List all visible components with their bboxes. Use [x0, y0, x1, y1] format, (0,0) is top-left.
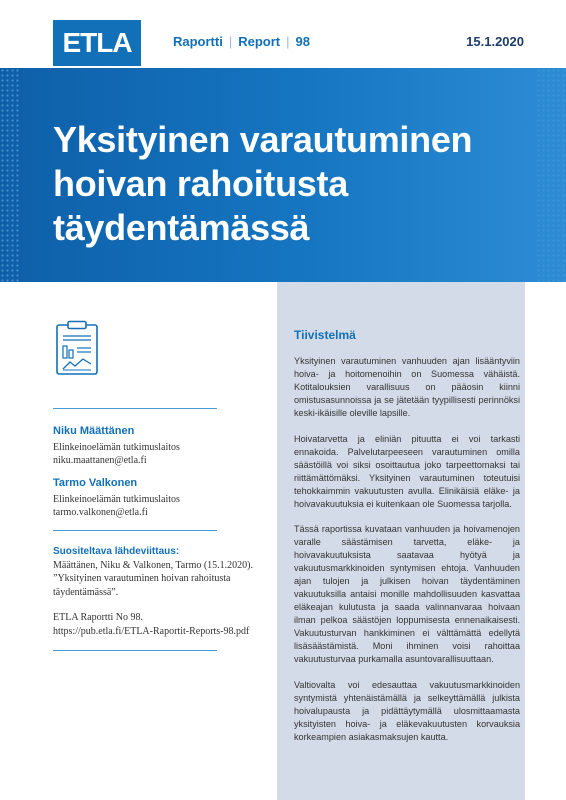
- author-org: Elinkeinoelämän tutkimuslaitos: [53, 441, 180, 453]
- series-separator: |: [228, 34, 233, 49]
- author-block: [53, 425, 253, 468]
- summary-body: [294, 355, 520, 756]
- dot-pattern-left: [0, 68, 20, 282]
- summary-paragraph: Valtiovalta voi edesauttaa vakuutusmarkkinoiden syntymistä yhtenäistämällä ja selkeyttämällä julkista hoivalupausta ja pidättäytymällä ulosmittaamasta yksityisten hoiva- ja eläkevakuutusten korvauksia korkeampien asiakasmaksujen kautta.: [294, 679, 520, 742]
- citation-series: ETLA Raportti No 98.: [53, 612, 143, 623]
- citation-block: [53, 545, 258, 650]
- etla-logo[interactable]: ETLA: [53, 20, 141, 66]
- title-banner: [0, 68, 566, 282]
- summary-paragraph: Tässä raportissa kuvataan vanhuuden ja hoivamenojen varalle säästämisen tarvetta, eläke- ja hoivavakuutuksista saatavaa hyötyä ja vakuutusmarkkinoiden syntymisen ehtoja. Vanhuuden ajan tulojen ja julkisen hoivan täydentäminen vakuutuksilla antaisi monille mahdollisuuden kasvattaa eläkeajan kulutusta ja saada valinnanvaraa hoivaan ilman pelkoa säästöjen loppumisesta ennenaikaisesti. Vakuutusturvan hankkiminen ei välttämättä edellytä lisäsäästämistä. Moni ihminen voisi rahoittaa vakuutusturvaa purkamalla asuntovarallisuuttaan.: [294, 524, 520, 664]
- citation-text: Määttänen, Niku & Valkonen, Tarmo (15.1.2020). ”Yksityinen varautuminen hoivan rahoitusta täydentämässä”.: [53, 559, 254, 598]
- summary-paragraph: Hoivatarvetta ja eliniän pituutta ei voi tarkasti ennakoida. Palvelutarpeeseen varautuminen omilla säästöillä voi siksi osoittautua joko tarpeettomaksi tai riittämättömäksi. Yksityinen varautuminen toteutuisi tehokkaimmin vakuutusten avulla. Elinikäisiä eläke- ja hoivavakuutuksia ei kuitenkaan ole Suomessa tarjolla.: [294, 433, 520, 509]
- series-fi: Raportti: [173, 34, 223, 49]
- report-chart-icon: [53, 320, 101, 376]
- divider: [53, 408, 217, 409]
- summary-panel: [277, 282, 525, 800]
- divider: [53, 650, 217, 651]
- series-separator-2: |: [286, 34, 290, 49]
- summary-paragraph: Yksityinen varautuminen vanhuuden ajan lisääntyviin hoiva- ja hoitomenoihin on Suomessa vähäistä. Kotitalouksien varallisuus on pääosin kiinni omistusasunnoissa ja se jätetään tyypillisesti perinnöksi keski-ikäisille oleville lapsille.: [294, 356, 520, 418]
- divider: [53, 530, 217, 531]
- publication-date: 15.1.2020: [466, 34, 524, 49]
- summary-heading: Tiivistelmä: [294, 328, 356, 342]
- header-bar: [0, 0, 566, 68]
- author-email[interactable]: niku.maattanen@etla.fi: [53, 455, 147, 466]
- author-name: Tarmo Valkonen: [53, 477, 138, 489]
- author-org: Elinkeinoelämän tutkimuslaitos: [53, 493, 180, 505]
- citation-url[interactable]: https://pub.etla.fi/ETLA-Raportit-Reports-98.pdf: [53, 625, 250, 637]
- dot-pattern-right: [536, 68, 566, 282]
- series-en: Report: [238, 34, 281, 49]
- report-number: 98: [295, 34, 310, 49]
- author-email[interactable]: tarmo.valkonen@etla.fi: [53, 507, 148, 518]
- author-block: [53, 477, 253, 520]
- author-name: Niku Määttänen: [53, 425, 135, 437]
- report-title: Yksityinen varautuminen hoivan rahoitusta täydentämässä: [53, 119, 473, 248]
- citation-label: Suositeltava lähdeviittaus:: [53, 546, 180, 557]
- report-series: [173, 34, 310, 49]
